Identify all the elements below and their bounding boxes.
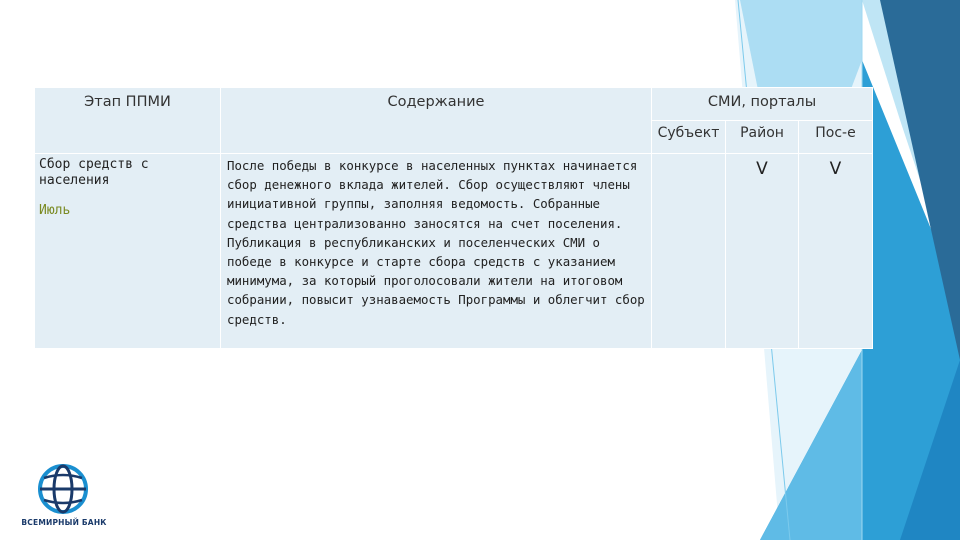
content-text: После победы в конкурсе в населенных пунктах начинается сбор денежного вклада жителей. Сбор осуществляют члены инициативной группы, заполняя ведомость. Собранные средства централизованно заносятся на счет поселения. Публикация в республиканских и поселенческих СМИ о победе в конкурсе и старте сбора средств с указанием минимума, за который проголосовали жители на итоговом собрании, повысит узнаваемость Программы и облегчит сбор средств. bbox=[227, 158, 645, 327]
stage-title: Сбор средств с населения bbox=[39, 157, 149, 188]
header-content: Содержание bbox=[221, 88, 652, 154]
world-bank-logo bbox=[14, 462, 114, 532]
subheader-subject: Субъект bbox=[652, 121, 726, 154]
table-header-row bbox=[35, 88, 873, 121]
header-stage: Этап ППМИ bbox=[35, 88, 221, 154]
stage-cell bbox=[35, 154, 221, 349]
subheader-settlement: Пос-е bbox=[799, 121, 873, 154]
ppmi-stage-table bbox=[34, 87, 873, 349]
mark-settlement: V bbox=[799, 154, 873, 349]
content-cell bbox=[221, 154, 652, 349]
logo-text: ВСЕМИРНЫЙ БАНК bbox=[21, 518, 107, 527]
header-media: СМИ, порталы bbox=[652, 88, 873, 121]
mark-district: V bbox=[726, 154, 799, 349]
subheader-district: Район bbox=[726, 121, 799, 154]
table-row bbox=[35, 154, 873, 349]
globe-icon bbox=[36, 462, 90, 516]
stage-month: Июль bbox=[39, 203, 71, 218]
mark-subject bbox=[652, 154, 726, 349]
